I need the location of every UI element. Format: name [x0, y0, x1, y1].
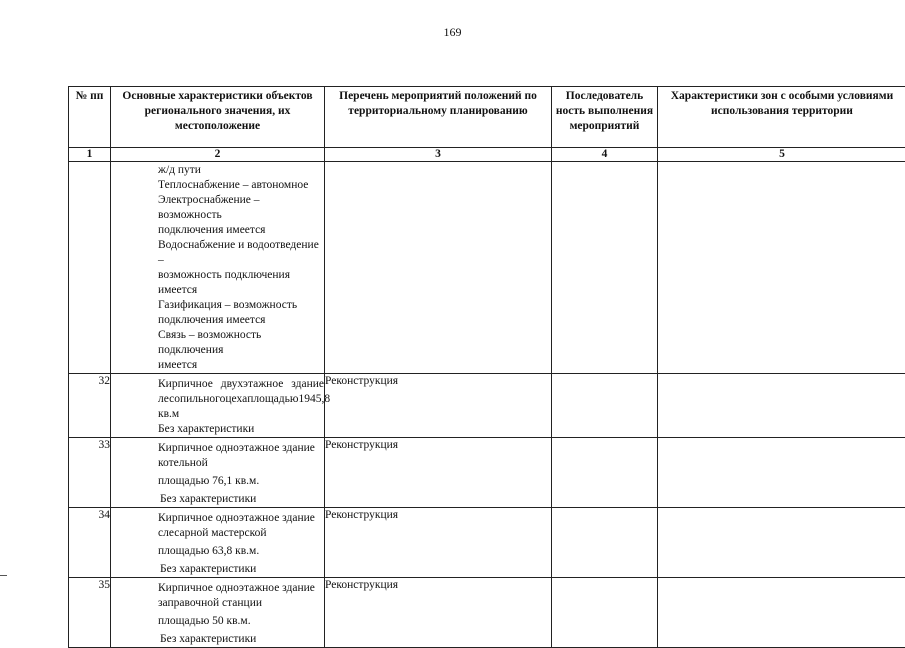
justified-line [158, 392, 324, 407]
description-line: площадью 50 кв.м. [158, 614, 324, 629]
measures-cell: Реконструкция [325, 438, 552, 508]
characteristics-cell [111, 374, 325, 438]
header-number: № пп [69, 87, 111, 148]
continuation-line: подключения имеется [158, 223, 324, 238]
table-row [69, 438, 905, 508]
header-sequence: Последователь ность выполнения мероприятий [552, 87, 658, 148]
sequence-cell [552, 578, 658, 648]
description-line: Без характеристики [158, 492, 324, 507]
sequence-cell [552, 374, 658, 438]
zones-cell [658, 374, 905, 438]
word: двухэтажное [221, 377, 284, 392]
margin-mark [0, 575, 7, 576]
row-number-cell: 33 [69, 438, 111, 508]
word: 1945,8 [298, 392, 330, 407]
column-number-row [69, 148, 905, 162]
word: площадью [247, 392, 298, 407]
zones-cell [658, 438, 905, 508]
table-row [69, 162, 905, 374]
table-row [69, 374, 905, 438]
col-number-1: 1 [69, 148, 111, 162]
data-table [68, 86, 905, 648]
description-line: площадью 63,8 кв.м. [158, 544, 324, 559]
measures-cell: Реконструкция [325, 508, 552, 578]
header-measures: Перечень мероприятий положений по территориальному планированию [325, 87, 552, 148]
row-number-cell: 34 [69, 508, 111, 578]
continuation-line: Теплоснабжение – автономное [158, 178, 324, 193]
word: здание [291, 377, 324, 392]
justified-line [158, 377, 324, 392]
zones-cell [658, 508, 905, 578]
continuation-line: Электроснабжение – возможность [158, 193, 324, 223]
description-line: слесарной мастерской [158, 526, 324, 541]
header-characteristics: Основные характеристики объектов регионального значения, их местоположение [111, 87, 325, 148]
description-line: Кирпичное одноэтажное здание [158, 441, 324, 456]
sequence-cell [552, 162, 658, 374]
row-number-cell: 32 [69, 374, 111, 438]
sequence-cell [552, 438, 658, 508]
table-row [69, 508, 905, 578]
col-number-2: 2 [111, 148, 325, 162]
page-number: 169 [0, 25, 905, 40]
continuation-line: Связь – возможность подключения [158, 328, 324, 358]
continuation-line: имеется [158, 358, 324, 373]
characteristics-cell [111, 162, 325, 374]
zones-cell [658, 162, 905, 374]
characteristics-cell [111, 578, 325, 648]
characteristics-cell [111, 508, 325, 578]
description-line: Кирпичное одноэтажное здание [158, 511, 324, 526]
table-row [69, 578, 905, 648]
description-line: заправочной станции [158, 596, 324, 611]
table-header-row [69, 87, 905, 148]
word: Кирпичное [158, 377, 213, 392]
continuation-line: возможность подключения имеется [158, 268, 324, 298]
word: лесопильного [158, 392, 225, 407]
row-number-cell: 35 [69, 578, 111, 648]
zones-cell [658, 578, 905, 648]
continuation-line: ж/д пути [158, 163, 324, 178]
col-number-4: 4 [552, 148, 658, 162]
continuation-line: Газификация – возможность [158, 298, 324, 313]
word: цеха [225, 392, 247, 407]
row-number-cell [69, 162, 111, 374]
measures-cell: Реконструкция [325, 374, 552, 438]
description-line: площадью 76,1 кв.м. [158, 474, 324, 489]
measures-cell [325, 162, 552, 374]
description-line: Без характеристики [158, 422, 324, 437]
characteristics-cell [111, 438, 325, 508]
description-line: Кирпичное одноэтажное здание [158, 581, 324, 596]
description-line: котельной [158, 456, 324, 471]
continuation-line: подключения имеется [158, 313, 324, 328]
header-zones: Характеристики зон с особыми условиями использования территории [658, 87, 905, 148]
description-line: кв.м [158, 407, 324, 422]
description-line: Без характеристики [158, 632, 324, 647]
col-number-3: 3 [325, 148, 552, 162]
continuation-line: Водоснабжение и водоотведение – [158, 238, 324, 268]
description-line: Без характеристики [158, 562, 324, 577]
sequence-cell [552, 508, 658, 578]
col-number-5: 5 [658, 148, 905, 162]
measures-cell: Реконструкция [325, 578, 552, 648]
